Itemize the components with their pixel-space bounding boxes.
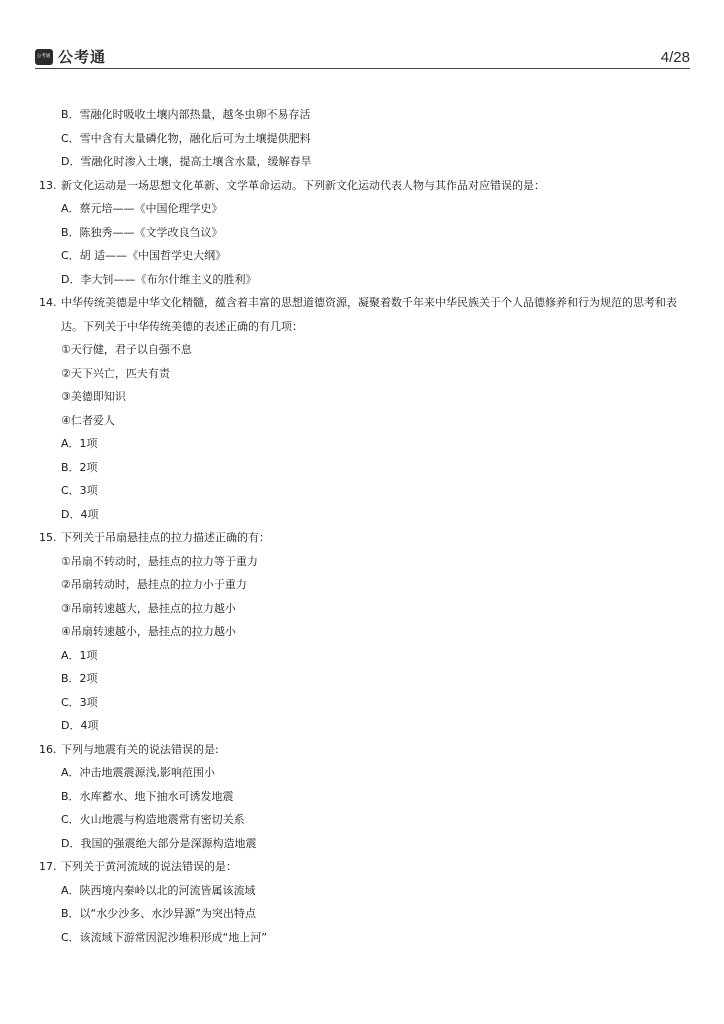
question-stem xyxy=(39,855,689,879)
page-header xyxy=(35,44,690,70)
question-text: 下列与地震有关的说法错误的是: xyxy=(61,742,219,756)
option: A．1项 xyxy=(61,648,98,662)
option: D．雪融化时渗入土壤，提高土壤含水量，缓解春旱 xyxy=(61,155,312,168)
statement-item: ①吊扇不转动时，悬挂点的拉力等于重力 xyxy=(61,554,258,568)
option: C．火山地震与构造地震常有密切关系 xyxy=(61,813,245,826)
logo xyxy=(35,46,106,67)
question-17 xyxy=(39,855,689,949)
question-number: 15. xyxy=(39,531,57,544)
option: D．李大钊——《布尔什维主义的胜利》 xyxy=(61,272,257,286)
logo-badge xyxy=(35,49,53,65)
option: C．该流域下游常因泥沙堆积形成“地上河” xyxy=(61,930,268,944)
question-number: 17. xyxy=(39,860,57,873)
question-number: 14. xyxy=(39,296,57,309)
question-12-continuation xyxy=(39,103,689,174)
option: B．水库蓄水、地下抽水可诱发地震 xyxy=(61,789,234,803)
statement-item: ④仁者爱人 xyxy=(61,413,115,427)
question-stem xyxy=(39,526,689,550)
option: A．1项 xyxy=(61,437,98,450)
question-text: 新文化运动是一场思想文化革新、文学革命运动。下列新文化运动代表人物与其作品对应错误的是： xyxy=(61,178,545,192)
option: B．雪融化时吸收土壤内部热量，越冬虫卵不易存活 xyxy=(61,108,311,121)
statement-item: ③美德即知识 xyxy=(61,390,126,403)
option: C．雪中含有大量磷化物，融化后可为土壤提供肥料 xyxy=(61,131,311,145)
question-14 xyxy=(39,291,689,526)
option: B．陈独秀——《文学改良刍议》 xyxy=(61,225,223,239)
question-number: 13. xyxy=(39,178,57,192)
question-15 xyxy=(39,526,689,738)
option: C．3项 xyxy=(61,695,98,709)
option: D．4项 xyxy=(61,507,99,521)
question-stem xyxy=(39,174,689,198)
option: A．陕西境内秦岭以北的河流皆属该流域 xyxy=(61,883,256,897)
logo-badge-text: 公考通 xyxy=(37,53,51,59)
option: D．4项 xyxy=(61,719,99,732)
option: A．蔡元培——《中国伦理学史》 xyxy=(61,202,223,215)
option: A．冲击地震震源浅,影响范围小 xyxy=(61,766,216,779)
option: B．2项 xyxy=(61,672,98,685)
question-stem xyxy=(39,291,689,338)
question-stem xyxy=(39,738,689,762)
question-16 xyxy=(39,738,689,856)
statement-item: ②天下兴亡，匹夫有责 xyxy=(61,366,170,380)
option: B．2项 xyxy=(61,460,98,474)
question-13 xyxy=(39,174,689,292)
statement-item: ①天行健，君子以自强不息 xyxy=(61,343,192,356)
header-divider xyxy=(35,68,690,69)
question-text: 下列关于黄河流域的说法错误的是： xyxy=(61,860,237,873)
statement-item: ④吊扇转速越小，悬挂点的拉力越小 xyxy=(61,625,236,638)
statement-item: ③吊扇转速越大，悬挂点的拉力越小 xyxy=(61,601,236,615)
option: C．胡 适——《中国哲学史大纲》 xyxy=(61,249,227,262)
statement-item: ②吊扇转动时，悬挂点的拉力小于重力 xyxy=(61,578,247,591)
option: C．3项 xyxy=(61,484,98,497)
question-text: 下列关于吊扇悬挂点的拉力描述正确的有： xyxy=(61,531,270,544)
question-number: 16. xyxy=(39,742,57,756)
option: B．以“水少沙多、水沙异源”为突出特点 xyxy=(61,907,256,920)
document-body xyxy=(39,103,689,949)
logo-text: 公考通 xyxy=(58,48,107,66)
question-text: 中华传统美德是中华文化精髓，蕴含着丰富的思想道德资源，凝聚着数千年来中华民族关于个人品德修养和行为规范的思考和表达。下列关于中华传统美德的表述正确的有几项： xyxy=(61,296,677,333)
option: D．我国的强震绝大部分是深源构造地震 xyxy=(61,836,257,850)
page-number: 4/28 xyxy=(660,49,690,66)
